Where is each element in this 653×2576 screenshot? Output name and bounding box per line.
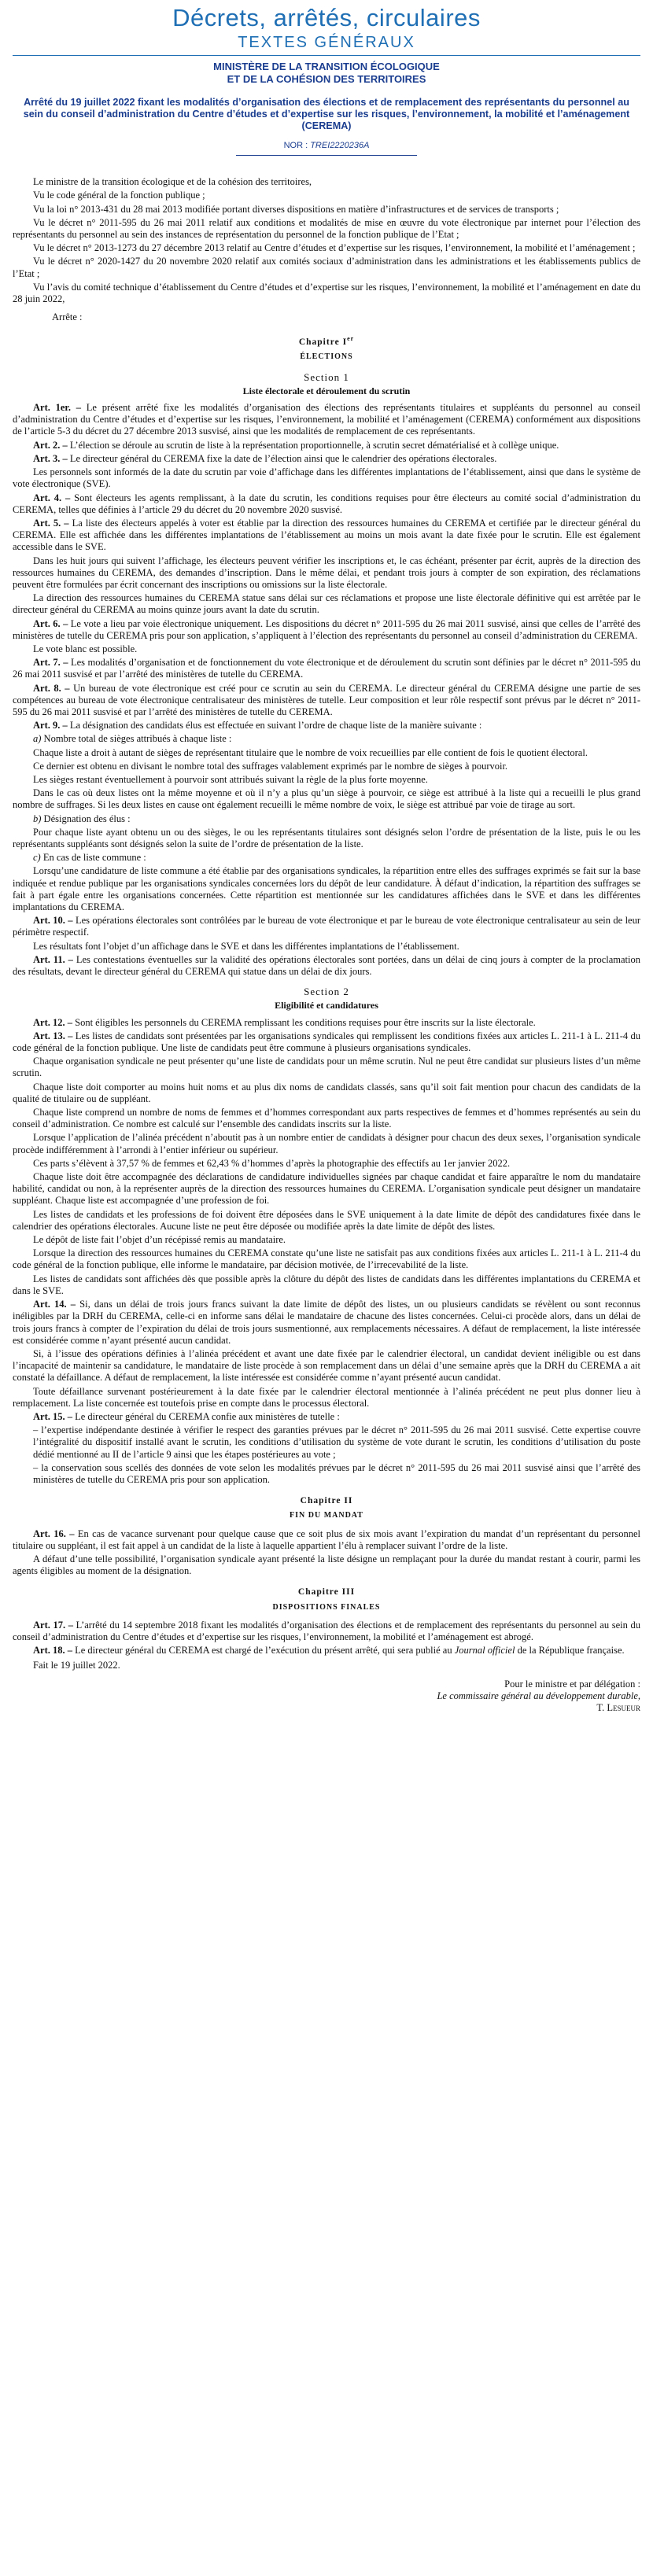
article-number: Art. 8. – [33,682,70,694]
article-text: Sont éligibles les personnels du CEREMA remplissant les conditions requises pour être inscrits sur la liste électorale. [75,1016,536,1028]
article-paragraph: Les résultats font l’objet d’un affichage dans le SVE et dans les différentes implantations de l’établissement. [33,940,459,952]
signatory-name: T. Lesueur [596,1701,640,1713]
article-paragraph: Lorsque l’application de l’alinéa précédent n’aboutit pas à un nombre entier de candidats à désigner pour chacun des deux sexes, l’organisation syndicale procède indifféremment à l’arrondi à l’entier inférieur ou supérieur. [13,1132,640,1155]
article-text: Les opérations électorales sont contrôlées par le bureau de vote électronique et par le bureau de vote électronique centralisateur au sein de leur périmètre respectif. [13,915,641,938]
chapter-3-heading: Chapitre III [297,1587,356,1598]
dash-item: – la conservation sous scellés des données de vote selon les modalités prévues par le décret n° 2011-595 du 26 mai 2011 susvisé ainsi que l’arrêté des ministères de tutelle du CEREMA pris pour son application. [33,1461,640,1485]
journal-banner [13,5,640,52]
preamble-line: Vu la loi n° 2013-431 du 28 mai 2013 modifiée portant diverses dispositions en matière d’infrastructures et de services de transports ; [33,203,559,215]
article-15 [13,1411,640,1423]
article-text: En cas de vacance survenant pour quelque cause que ce soit plus de six mois avant l’expiration du mandat d’un représentant du personnel titulaire ou suppléant, il est fait appel à un candidat de la liste à laquelle appartient l’élu à remplacer suivant l’ordre de la liste. [13,1528,640,1551]
subheading-a [13,733,640,745]
article-text: Sont électeurs les agents remplissant, à la date du scrutin, les conditions requises pour être électeurs au comité social d’administration du CEREMA, telles que définies à l’article 29 du décret du 20 novembre 2020 susvisé. [13,492,640,515]
article-number: Art. 11. – [33,953,73,965]
chapter-1-label: Chapitre I [298,337,348,348]
article-4 [13,492,640,516]
chapter-1-heading [13,333,640,348]
article-paragraph: Chaque liste comprend un nombre de noms de femmes et d’hommes correspondant aux parts respectives de femmes et d’hommes représentés au sein du conseil d’administration. Ce nombre est calculé sur l’ensemble des candidats inscrits sur la liste. [13,1107,640,1130]
article-text: Un bureau de vote électronique est créé pour ce scrutin au sein du CEREMA. Le directeur général du CEREMA désigne une partie de ses compétences au bureau de vote électronique centralisateur des ministères de tutelle. Leur composition et leur rôle respectif sont prévus par le décret n° 2011-595 du 26 mai 2011 susvisé et par l’arrêté des ministères de tutelle du CEREMA. [13,682,640,717]
chapter-1-sup: er [347,335,355,343]
signature-date: Fait le 19 juillet 2022. [33,1660,120,1671]
article-paragraph: Toute défaillance survenant postérieurement à la date fixée par le calendrier électoral mentionnée à l’alinéa précédent ne peut plus donner lieu à remplacement. La liste concernée est toutefois prise en compte dans le processus électoral. [13,1385,640,1409]
article-paragraph: Les listes de candidats sont affichées dès que possible après la clôture du dépôt des listes de candidats dans les différentes implantations du CEREMA et dans le SVE. [13,1273,640,1296]
article-paragraph: Le vote blanc est possible. [33,643,138,654]
chapter-2-title: FIN DU MANDAT [290,1511,363,1520]
ministry-heading [13,61,640,86]
article-text: La désignation des candidats élus est effectuée en suivant l’ordre de chaque liste de la manière suivante : [69,720,482,732]
article-16 [13,1528,640,1552]
article-paragraph: Chaque liste a droit à autant de sièges de représentant titulaire que le nombre de voix recueillies par elle contient de fois le quotient électoral. [33,746,588,758]
article-number: Art. 10. – [33,915,73,927]
article-12 [13,1017,640,1029]
ministry-line-1: MINISTÈRE DE LA TRANSITION ÉCOLOGIQUE [213,61,440,72]
article-paragraph: Chaque organisation syndicale ne peut présenter qu’une liste de candidats pour un même scrutin. Nul ne peut être candidat sur plusieurs listes d’un même scrutin. [13,1056,640,1079]
article-number: Art. 14. – [33,1299,76,1310]
dash-item: – l’expertise indépendante destinée à vérifier le respect des garanties prévues par le décret n° 2011-595 du 26 mai 2011 susvisé. Cette expertise couvre l’intégralité du dispositif installé avant le scrutin, les conditions d’utilisation du système de vote durant le scrutin, les conditions d’utilisation du poste dédié mentionné au II de l’article 9 ainsi que les étapes postérieures au vote ; [33,1424,640,1460]
article-text: L’arrêté du 14 septembre 2018 fixant les modalités d’organisation des élections et de remplacement des représentants du personnel au sein du conseil d’administration du Centre d’études et d’expertise sur les risques, l’environnement, la mobilité et l’aménagement est abrogé. [13,1619,640,1642]
preamble-line: Vu le code général de la fonction publique ; [33,190,205,201]
section-2-label: Section 2 [304,986,349,998]
article-text: Le directeur général du CEREMA fixe la date de l’élection ainsi que le calendrier des opérations électorales. [69,452,497,464]
article-text-end: de la République française. [517,1645,625,1657]
section-2-title: Eligibilité et candidatures [275,1000,378,1012]
article-paragraph: Pour chaque liste ayant obtenu un ou des sièges, le ou les représentants titulaires sont désignés selon l’ordre de présentation de la liste, puis le ou les représentants suppléants sont désignés selon la suite de l’ordre de présentation de la liste. [13,826,640,849]
article-number: Art. 18. – [33,1645,72,1657]
nor-reference [13,140,640,152]
article-14 [13,1299,640,1347]
article-18 [13,1645,640,1657]
article-7 [13,657,640,680]
article-text: Le vote a lieu par voie électronique uniquement. Les dispositions du décret n° 2011-595 du 26 mai 2011 susvisé, ainsi que celles de l’arrêté des ministères de tutelle du CEREMA pris pour son application, s’appliquent à l’élection des représentants du personnel au conseil d’administration du CEREMA. [13,617,641,641]
preamble-line: Vu l’avis du comité technique d’établissement du Centre d’études et d’expertise sur les risques, l’environnement, la mobilité et l’aménagement en date du 28 juin 2022, [13,281,640,305]
item-letter: a) [33,733,42,745]
article-13 [13,1030,640,1054]
article-number: Art. 5. – [33,517,69,529]
ministry-line-2: ET DE LA COHÉSION DES TERRITOIRES [227,73,426,85]
article-paragraph: Les listes de candidats et les professions de foi doivent être déposées dans le SVE uniquement à la date limite de dépôt des candidatures fixée dans le calendrier des opérations électorales. Aucune liste ne peut être déposée ou modifiée après la date limite de dépôt des listes. [13,1208,640,1232]
title-divider [236,155,417,156]
item-letter: c) [33,852,41,864]
banner-divider [13,55,640,56]
preamble-line: Vu le décret n° 2011-595 du 26 mai 2011 relatif aux conditions et modalités de mise en œuvre du vote électronique par internet pour l’élection des représentants du personnel au sein des instances de représentation du personnel de la fonction publique de l’Etat ; [13,216,640,241]
arrete-heading: Arrête : [52,311,83,323]
section-title: Décrets, arrêtés, circulaires [172,4,481,31]
item-title: Désignation des élus : [43,813,131,824]
article-number: Art. 6. – [33,617,68,629]
signature-role: Le commissaire général au développement durable, [437,1690,640,1701]
article-number: Art. 13. – [33,1030,73,1041]
article-8 [13,683,640,719]
article-2 [13,440,640,451]
article-text: Les listes de candidats sont présentées par les organisations syndicales qui remplissent les conditions fixées aux articles L. 211-1 à L. 211-4 du code général de la fonction publique. Une liste de candidats peut être commune à plusieurs organisations syndicales. [13,1030,640,1054]
article-paragraph: Dans les huit jours qui suivent l’affichage, les électeurs peuvent vérifier les inscriptions et, le cas échéant, présenter par écrit, auprès de la direction des ressources humaines du CEREMA, des demandes d’inscription. Dans le même délai, et pendant trois jours à compter de son expiration, des réclamations peuvent être formulées par écrit concernant des inscriptions ou omissions sur la liste électorale. [13,555,640,590]
nor-label: NOR : [283,141,308,150]
item-title: Nombre total de sièges attribués à chaque liste : [43,733,232,745]
nor-code: TREI2220236A [310,141,370,150]
signature-delegation: Pour le ministre et par délégation : [504,1678,640,1690]
preamble-line: Le ministre de la transition écologique et de la cohésion des territoires, [33,176,312,188]
article-9 [13,720,640,732]
article-paragraph: Ce dernier est obtenu en divisant le nombre total des suffrages valablement exprimés par le nombre de sièges à pourvoir. [33,760,508,772]
article-1 [13,402,640,438]
article-number: Art. 3. – [33,452,68,464]
article-3 [13,453,640,465]
chapter-1-title: ÉLECTIONS [300,352,353,362]
article-text: Les contestations éventuelles sur la validité des opérations électorales sont portées, dans un délai de cinq jours à compter de la proclamation des résultats, devant le directeur général du CEREMA qui statue dans un délai de dix jours. [13,953,640,978]
article-text: Les modalités d’organisation et de fonctionnement du vote électronique et de déroulement du scrutin sont définies par le décret n° 2011-595 du 26 mai 2011 susvisé et par l’arrêté des ministères de tutelle du CEREMA. [13,657,640,680]
article-number: Art. 1er. – [33,402,81,414]
article-text: L’élection se déroule au scrutin de liste à la représentation proportionnelle, à scrutin secret dématérialisé et à collège unique. [69,439,559,451]
subheading-b [13,813,640,825]
article-paragraph: Si, à l’issue des opérations définies à l’alinéa précédent et avant une date fixée par le calendrier électoral, un candidat devient inéligible ou est dans l’incapacité de maintenir sa candidature, le mandataire de liste procède à son remplacement dans un délai d’une semaine après que la DRH du CEREMA a ait constaté la défaillance. A défaut de remplacement, la liste intéressée est considérée comme n’ayant présenté aucun candidat. [13,1347,640,1384]
article-number: Art. 12. – [33,1016,72,1028]
article-paragraph: Le dépôt de liste fait l’objet d’un récépissé remis au mandataire. [33,1234,286,1246]
signature-block [13,1679,640,1714]
article-number: Art. 9. – [33,720,68,732]
article-17 [13,1620,640,1643]
article-number: Art. 15. – [33,1410,72,1422]
section-1-label: Section 1 [304,370,349,383]
article-paragraph: Dans le cas où deux listes ont la même moyenne et où il n’y a plus qu’un siège à pourvoir, ce siège est attribué à la liste qui a recueilli le plus grand nombre de suffrages. Si les deux listes en cause ont également recueilli le même nombre de voix, le siège est attribué par voie de tirage au sort. [13,787,640,811]
article-text: La liste des électeurs appelés à voter est établie par la direction des ressources humaines du CEREMA et certifiée par le directeur général du CEREMA. Elle est affichée dans les différentes implantations de l’établissement au moins un mois avant la date fixée pour le scrutin. Elle est également accessible dans le SVE. [13,517,641,553]
preamble-line: Vu le décret n° 2020-1427 du 20 novembre 2020 relatif aux comités sociaux d’administration dans les administrations et les établissements publics de l’Etat ; [13,256,640,279]
article-number: Art. 16. – [33,1528,75,1539]
article-paragraph: Lorsqu’une candidature de liste commune a été établie par des organisations syndicales, la répartition entre elles des suffrages exprimés se fait sur la base indiquée et rendue publique par les organisations syndicales concernées lors du dépôt de leur candidature. À défaut d’indication, la répartition des suffrages se fait à part égale entre les organisations concernées. Cette répartition est mentionnée sur les candidatures affichées dans le SVE et dans les différentes implantations du CEREMA. [13,865,640,912]
article-number: Art. 4. – [33,492,71,503]
article-number: Art. 17. – [33,1619,73,1631]
article-paragraph: A défaut d’une telle possibilité, l’organisation syndicale ayant présenté la liste désigne un remplaçant pour la durée du mandat restant à courir, parmi les agents éligibles au moment de la désignation. [13,1553,640,1577]
article-paragraph: Les personnels sont informés de la date du scrutin par voie d’affichage dans les différentes implantations de l’établissement, ainsi que dans le système de vote électronique (SVE). [13,466,640,490]
article-number: Art. 2. – [33,439,68,451]
article-paragraph: Chaque liste doit comporter au moins huit noms et au plus dix noms de candidats classés, sans qu’il soit fait mention pour chacun des candidats de la qualité de titulaire ou de suppléant. [13,1081,640,1104]
item-letter: b) [33,813,42,824]
section-1-title: Liste électorale et déroulement du scrutin [242,385,411,396]
article-text: Le directeur général du CEREMA confie aux ministères de tutelle : [75,1410,340,1422]
chapter-3-title: DISPOSITIONS FINALES [272,1602,381,1612]
preamble [13,176,640,305]
article-paragraph: Lorsque la direction des ressources humaines du CEREMA constate qu’une liste ne satisfait pas aux conditions fixées aux articles L. 211-1 à L. 211-4 du code général de la fonction publique, elle informe le mandataire, par décision motivée, de l’irrecevabilité de la liste. [13,1247,640,1271]
preamble-line: Vu le décret n° 2013-1273 du 27 décembre 2013 relatif au Centre d’études et d’expertise sur les risques, l’environnement, la mobilité et l’aménagement ; [33,242,636,254]
article-number: Art. 7. – [33,657,68,669]
chapter-2-heading: Chapitre II [300,1496,353,1506]
article-5 [13,518,640,554]
article-11 [13,954,640,978]
article-text: Le directeur général du CEREMA est chargé de l’exécution du présent arrêté, qui sera publié au [75,1645,452,1657]
article-6 [13,618,640,642]
article-paragraph: Les sièges restant éventuellement à pourvoir sont attribués suivant la règle de la plus forte moyenne. [33,773,428,785]
decree-title: Arrêté du 19 juillet 2022 fixant les modalités d’organisation des élections et de remplacement des représentants du personnel au sein du conseil d’administration du Centre d’études et d’expertise sur les risques, l’environnement, la mobilité et l’aménagement (CEREMA) [23,97,630,131]
item-title: En cas de liste commune : [42,852,146,864]
article-text: Le présent arrêté fixe les modalités d’organisation des élections des représentants titulaires et suppléants du personnel au conseil d’administration du Centre d’études et d’expertise sur les risques, l’environnement, la mobilité et l’aménagement (CEREMA) conformément aux dispositions de l’article 5-3 du décret du 27 décembre 2013 susvisé, ainsi que les modalités de remplacement de ces représentants. [13,402,641,437]
journal-officiel-ref: Journal officiel [454,1645,515,1657]
article-paragraph: Chaque liste doit être accompagnée des déclarations de candidature individuelles signées par chaque candidat et faire apparaître le nom du mandataire habilité, candidat ou non, à la représenter auprès de la direction des ressources humaines du CEREMA. L’organisation syndicale peut désigner un mandataire suppléant. Chaque liste est accompagnée d’une profession de foi. [13,1171,640,1207]
section-subtitle: TEXTES GÉNÉRAUX [238,34,415,51]
article-paragraph: Ces parts s’élèvent à 37,57 % de femmes et 62,43 % d’hommes d’après la photographie des effectifs au 1er janvier 2022. [33,1157,511,1169]
article-text: Si, dans un délai de trois jours francs suivant la date limite de dépôt des listes, un ou plusieurs candidats se révèlent ou sont reconnus inéligibles par la DRH du CEREMA, celle-ci en informe sans délai le mandataire de chacune des listes concernées. Celui-ci procède alors, dans un délai de trois jours francs à compter de l’expiration du délai de trois jours susmentionné, aux remplacements nécessaires. A défaut de remplacement, la liste intéressée est considérée comme n’ayant présenté aucun candidat. [13,1299,640,1346]
subheading-c [13,852,640,864]
article-paragraph: La direction des ressources humaines du CEREMA statue sans délai sur ces réclamations et propose une liste électorale définitive qui est arrêtée par le directeur général du CEREMA au moins quinze jours avant la date du scrutin. [13,592,640,616]
article-10 [13,915,640,938]
